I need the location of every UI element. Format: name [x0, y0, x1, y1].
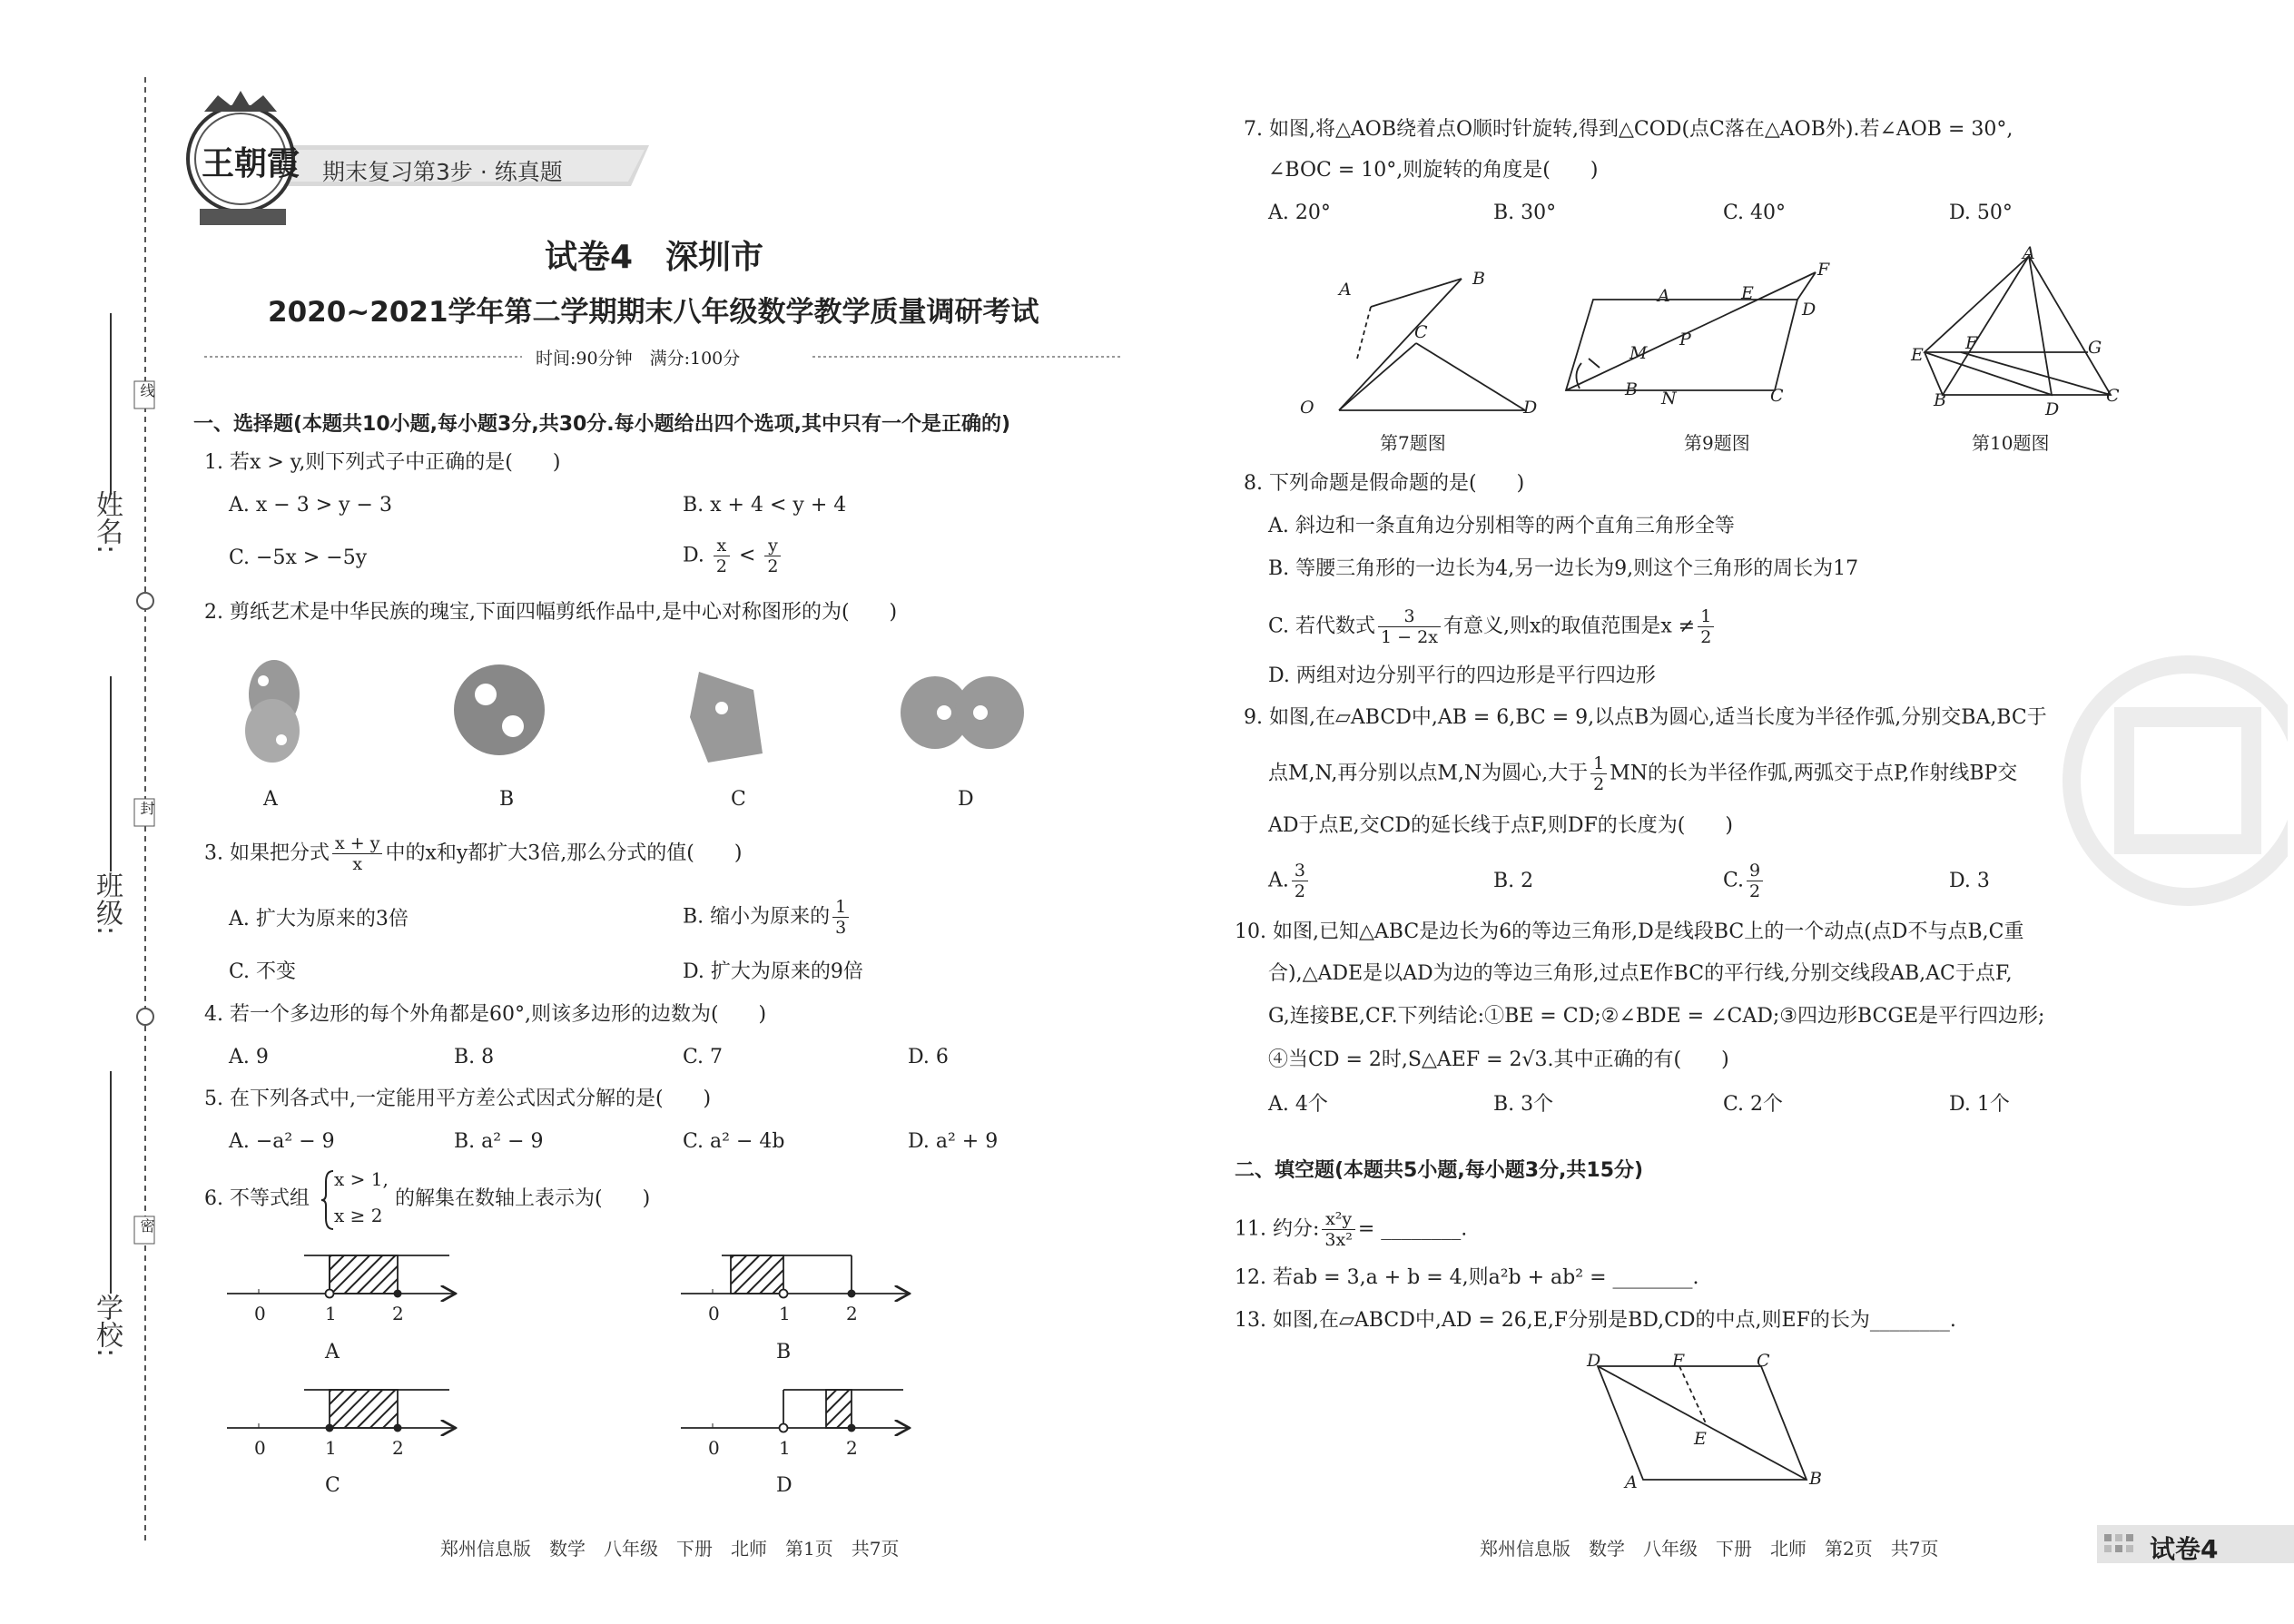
q10-option-a: A. 4个 [1268, 1093, 1328, 1116]
q5-option-d: D. a² + 9 [908, 1130, 999, 1153]
q1-option-d [683, 536, 783, 576]
f10-point-f: F [1965, 333, 1978, 353]
q8-c-frac2 [1698, 606, 1714, 647]
f9-point-c: C [1770, 386, 1784, 406]
exam-title: 2020~2021学年第二学期期末八年级数学教学质量调研考试 [268, 296, 1039, 329]
q11-num: x²y [1322, 1209, 1354, 1230]
f9-point-b: B [1625, 379, 1638, 399]
papercut-a-image [245, 660, 300, 763]
school-label: 学校: [91, 1294, 123, 1358]
number-line-d [681, 1390, 908, 1432]
q2-label-a: A [263, 788, 278, 811]
q1-d-den-2: 2 [715, 556, 727, 576]
q9-line-3: AD于点E,交CD的延长线于点F,则DF的长度为( ) [1268, 814, 1733, 837]
q7-stem-1: 7. 如图,将△AOB绕着点O顺时针旋转,得到△COD(点C落在△AOB外).若∠AOB = 30°, [1244, 118, 2013, 141]
q2-stem: 2. 剪纸艺术是中华民族的瑰宝,下面四幅剪纸作品中,是中心对称图形的为( ) [204, 601, 898, 624]
q1-d-prefix: D. [683, 544, 704, 567]
f10-point-e: E [1911, 345, 1924, 365]
q6-label-d: D [776, 1474, 793, 1497]
nl-a-tick-1: 1 [325, 1303, 337, 1324]
q4-option-a: A. 9 [229, 1046, 269, 1068]
nl-b-tick-0: 0 [708, 1303, 720, 1324]
q1-d-den-2b: 2 [767, 556, 779, 576]
figure-7 [1339, 279, 1525, 410]
nl-c-tick-1: 1 [325, 1437, 337, 1459]
nl-d-tick-0: 0 [708, 1437, 720, 1459]
q10-option-d: D. 1个 [1949, 1093, 2010, 1116]
q3-b-frac [832, 897, 849, 938]
f9-caption: 第9题图 [1684, 432, 1750, 454]
f7-point-d: D [1523, 398, 1538, 418]
q3-stem-pre: 3. 如果把分式 [204, 842, 330, 865]
nl-a-tick-0: 0 [254, 1303, 266, 1324]
q6-stem-post: 的解集在数轴上表示为( ) [395, 1187, 651, 1210]
q7-option-a: A. 20° [1268, 202, 1331, 224]
q8-option-c [1268, 606, 1717, 647]
q5-stem: 5. 在下列各式中,一定能用平方差公式因式分解的是( ) [204, 1088, 712, 1110]
papercut-d-image [901, 676, 1024, 749]
q3-option-b [683, 897, 852, 938]
figures-row [1271, 245, 2179, 427]
nl-b-tick-2: 2 [846, 1303, 858, 1324]
q3-frac [332, 833, 382, 874]
q1-d-op: < [738, 544, 756, 567]
footer-right: 郑州信息版 数学 八年级 下册 北师 第2页 共7页 [1480, 1538, 1939, 1560]
q8-option-a: A. 斜边和一条直角边分别相等的两个直角三角形全等 [1268, 515, 1735, 537]
q1-d-frac-left [714, 536, 730, 576]
number-line-a [227, 1255, 454, 1298]
q4-option-d: D. 6 [908, 1046, 949, 1068]
q6-brace [320, 1169, 335, 1231]
q6-cond-1: x > 1, [334, 1168, 389, 1190]
q10-line-1: 10. 如图,已知△ABC是边长为6的等边三角形,D是线段BC上的一个动点(点D不与点B,C重 [1235, 920, 2024, 943]
q8-stem: 8. 下列命题是假命题的是( ) [1244, 472, 1525, 495]
corner-tag-text: 试卷4 [2150, 1534, 2219, 1564]
q11-pre: 11. 约分: [1235, 1217, 1320, 1241]
nl-d-tick-2: 2 [846, 1437, 858, 1459]
q9-option-a [1268, 861, 1311, 901]
question-13: 13. 如图,在▱ABCD中,AD = 26,E,F分别是BD,CD的中点,则EF的长为________. [1235, 1309, 1956, 1332]
q1-d-frac-right [764, 536, 781, 576]
binding-char-feng: 封 [138, 801, 155, 815]
time-info: 时间:90分钟 满分:100分 [536, 349, 741, 369]
nl-c-tick-0: 0 [254, 1437, 266, 1459]
q9-option-c [1723, 861, 1766, 901]
f10-point-g: G [2088, 338, 2102, 358]
q3-option-c: C. 不变 [229, 960, 297, 983]
f7-point-o: O [1300, 398, 1314, 418]
q8-c-num2: 1 [1698, 606, 1714, 627]
q10-line-3: G,连接BE,CF.下列结论:①BE = CD;②∠BDE = ∠CAD;③四边形BCGE是平行四边形; [1268, 1005, 2045, 1028]
q8-c-den: 1 − 2x [1381, 627, 1438, 647]
q3-frac-num: x + y [332, 833, 382, 854]
q9-a-frac [1292, 861, 1308, 901]
q3-b-pre: B. 缩小为原来的 [683, 905, 831, 929]
f10-point-b: B [1934, 390, 1946, 410]
q10-option-b: B. 3个 [1493, 1093, 1554, 1116]
q6-label-c: C [325, 1474, 340, 1497]
binding-char-xian: 线 [138, 383, 155, 398]
f13-point-b: B [1809, 1469, 1822, 1489]
number-line-c [227, 1390, 454, 1432]
f9-point-p: P [1679, 330, 1691, 349]
q4-option-b: B. 8 [454, 1046, 495, 1068]
q4-option-c: C. 7 [683, 1046, 724, 1068]
watermark-seal [2015, 654, 2288, 926]
nl-b-tick-1: 1 [779, 1303, 791, 1324]
q3-stem-post: 中的x和y都扩大3倍,那么分式的值( ) [385, 842, 743, 865]
binding-char-mi: 密 [138, 1218, 155, 1233]
f9-point-f: F [1817, 260, 1830, 280]
figure-13 [1580, 1348, 1834, 1502]
q9-line-2 [1268, 753, 2017, 794]
q7-option-d: D. 50° [1949, 202, 2013, 224]
question-12: 12. 若ab = 3,a + b = 4,则a²b + ab² = ________. [1235, 1266, 1699, 1289]
q1-stem: 1. 若x > y,则下列式子中正确的是( ) [204, 451, 561, 474]
f9-point-e: E [1741, 283, 1754, 303]
f7-caption: 第7题图 [1380, 432, 1446, 454]
q3-frac-den: x [352, 854, 363, 874]
q9-c-den: 2 [1749, 881, 1761, 901]
q2-label-c: C [731, 788, 746, 811]
q6-label-b: B [776, 1341, 792, 1363]
number-line-b [681, 1255, 908, 1298]
q6-cond-2: x ≥ 2 [334, 1205, 383, 1226]
q10-line-4: ④当CD = 2时,S△AEF = 2√3.其中正确的有( ) [1268, 1048, 1729, 1071]
q8-c-den2: 2 [1700, 627, 1712, 647]
logo-text: 王朝霞 [202, 144, 300, 182]
nl-c-tick-2: 2 [392, 1437, 404, 1459]
section1-title: 一、选择题(本题共10小题,每小题3分,共30分.每小题给出四个选项,其中只有一个是正确的) [193, 413, 1011, 436]
section2-title: 二、填空题(本题共5小题,每小题3分,共15分) [1235, 1159, 1644, 1182]
f9-point-n: N [1661, 389, 1677, 408]
q10-line-2: 合),△ADE是以AD为边的等边三角形,过点E作BC的平行线,分别交线段AB,AC于点F, [1268, 962, 2013, 985]
q6-label-a: A [325, 1341, 340, 1363]
q7-option-b: B. 30° [1493, 202, 1557, 224]
corner-tag-dots [2104, 1532, 2144, 1556]
footer-left: 郑州信息版 数学 八年级 下册 北师 第1页 共7页 [440, 1538, 900, 1560]
q9-c-num: 9 [1747, 861, 1763, 881]
q1-option-b: B. x + 4 < y + 4 [683, 494, 847, 517]
q8-option-b: B. 等腰三角形的一边长为4,另一边长为9,则这个三角形的周长为17 [1268, 557, 1859, 580]
f7-point-a: A [1339, 280, 1352, 300]
q9-c-frac [1747, 861, 1763, 901]
q3-option-a: A. 扩大为原来的3倍 [229, 908, 409, 930]
q9-l2-frac [1590, 753, 1607, 794]
q1-option-a: A. x − 3 > y − 3 [229, 494, 392, 517]
q8-c-num: 3 [1378, 606, 1441, 627]
q9-l2-pre: 点M,N,再分别以点M,N为圆心,大于 [1268, 762, 1589, 785]
q11-den: 3x² [1324, 1230, 1353, 1250]
q1-d-num-x: x [714, 536, 730, 556]
paper-title: 试卷4 深圳市 [545, 239, 764, 276]
f13-point-e: E [1694, 1429, 1707, 1449]
banner-text: 期末复习第3步 · 练真题 [322, 159, 563, 185]
q9-l2-post: MN的长为半径作弧,两弧交于点P,作射线BP交 [1610, 762, 2018, 785]
f13-point-d: D [1587, 1351, 1601, 1371]
q1-option-c: C. −5x > −5y [229, 546, 368, 569]
q9-l2-den: 2 [1593, 774, 1605, 794]
q3-b-den: 3 [835, 918, 847, 938]
q7-option-c: C. 40° [1723, 202, 1787, 224]
f10-caption: 第10题图 [1972, 432, 2050, 454]
q9-c-pre: C. [1723, 869, 1745, 892]
q7-stem-2: ∠BOC = 10°,则旋转的角度是( ) [1268, 159, 1599, 182]
q5-option-a: A. −a² − 9 [229, 1130, 335, 1153]
q10-option-c: C. 2个 [1723, 1093, 1784, 1116]
q3-stem [204, 833, 742, 874]
q11-frac [1322, 1209, 1354, 1250]
f10-point-d: D [2045, 399, 2060, 419]
f13-point-a: A [1625, 1472, 1638, 1492]
q2-label-b: B [499, 788, 515, 811]
papercut-b-image [454, 664, 545, 755]
class-label: 班级: [91, 871, 123, 936]
q9-a-num: 3 [1292, 861, 1308, 881]
papercut-c-image [690, 672, 763, 763]
f10-point-a: A [2023, 243, 2035, 263]
q2-papercut-images [218, 654, 1144, 772]
q9-a-pre: A. [1268, 869, 1289, 892]
q9-line-1: 9. 如图,在▱ABCD中,AB = 6,BC = 9,以点B为圆心,适当长度为半径作弧,分别交BA,BC于 [1244, 706, 2047, 729]
f10-point-c: C [2106, 386, 2120, 406]
q3-b-num: 1 [832, 897, 849, 918]
f13-point-c: C [1757, 1351, 1770, 1371]
q11-post: = ________. [1357, 1217, 1468, 1241]
f7-point-c: C [1414, 322, 1428, 342]
q9-a-den: 2 [1294, 881, 1305, 901]
f13-point-f: F [1672, 1351, 1685, 1371]
f9-point-d: D [1802, 300, 1816, 320]
q6-stem-pre: 6. 不等式组 [204, 1187, 310, 1210]
nl-d-tick-1: 1 [779, 1437, 791, 1459]
q2-label-d: D [958, 788, 974, 811]
q5-option-c: C. a² − 4b [683, 1130, 785, 1153]
q9-l2-num: 1 [1590, 753, 1607, 774]
f7-point-b: B [1472, 269, 1485, 289]
q8-c-frac [1378, 606, 1441, 647]
q4-stem: 4. 若一个多边形的每个外角都是60°,则该多边形的边数为( ) [204, 1003, 767, 1026]
q9-option-d: D. 3 [1949, 870, 1990, 892]
q9-option-b: B. 2 [1493, 870, 1534, 892]
f9-point-a: A [1658, 286, 1670, 306]
question-11 [1235, 1209, 1467, 1250]
q8-c-pre: C. 若代数式 [1268, 615, 1376, 638]
q1-d-num-y: y [764, 536, 781, 556]
q3-option-d: D. 扩大为原来的9倍 [683, 960, 863, 983]
f9-point-m: M [1629, 343, 1648, 363]
figure-10 [1925, 256, 2111, 395]
q8-c-mid: 有意义,则x的取值范围是x ≠ [1442, 615, 1696, 638]
q8-option-d: D. 两组对边分别平行的四边形是平行四边形 [1268, 664, 1656, 687]
nl-a-tick-2: 2 [392, 1303, 404, 1324]
name-label: 姓名: [91, 490, 123, 555]
q5-option-b: B. a² − 9 [454, 1130, 544, 1153]
